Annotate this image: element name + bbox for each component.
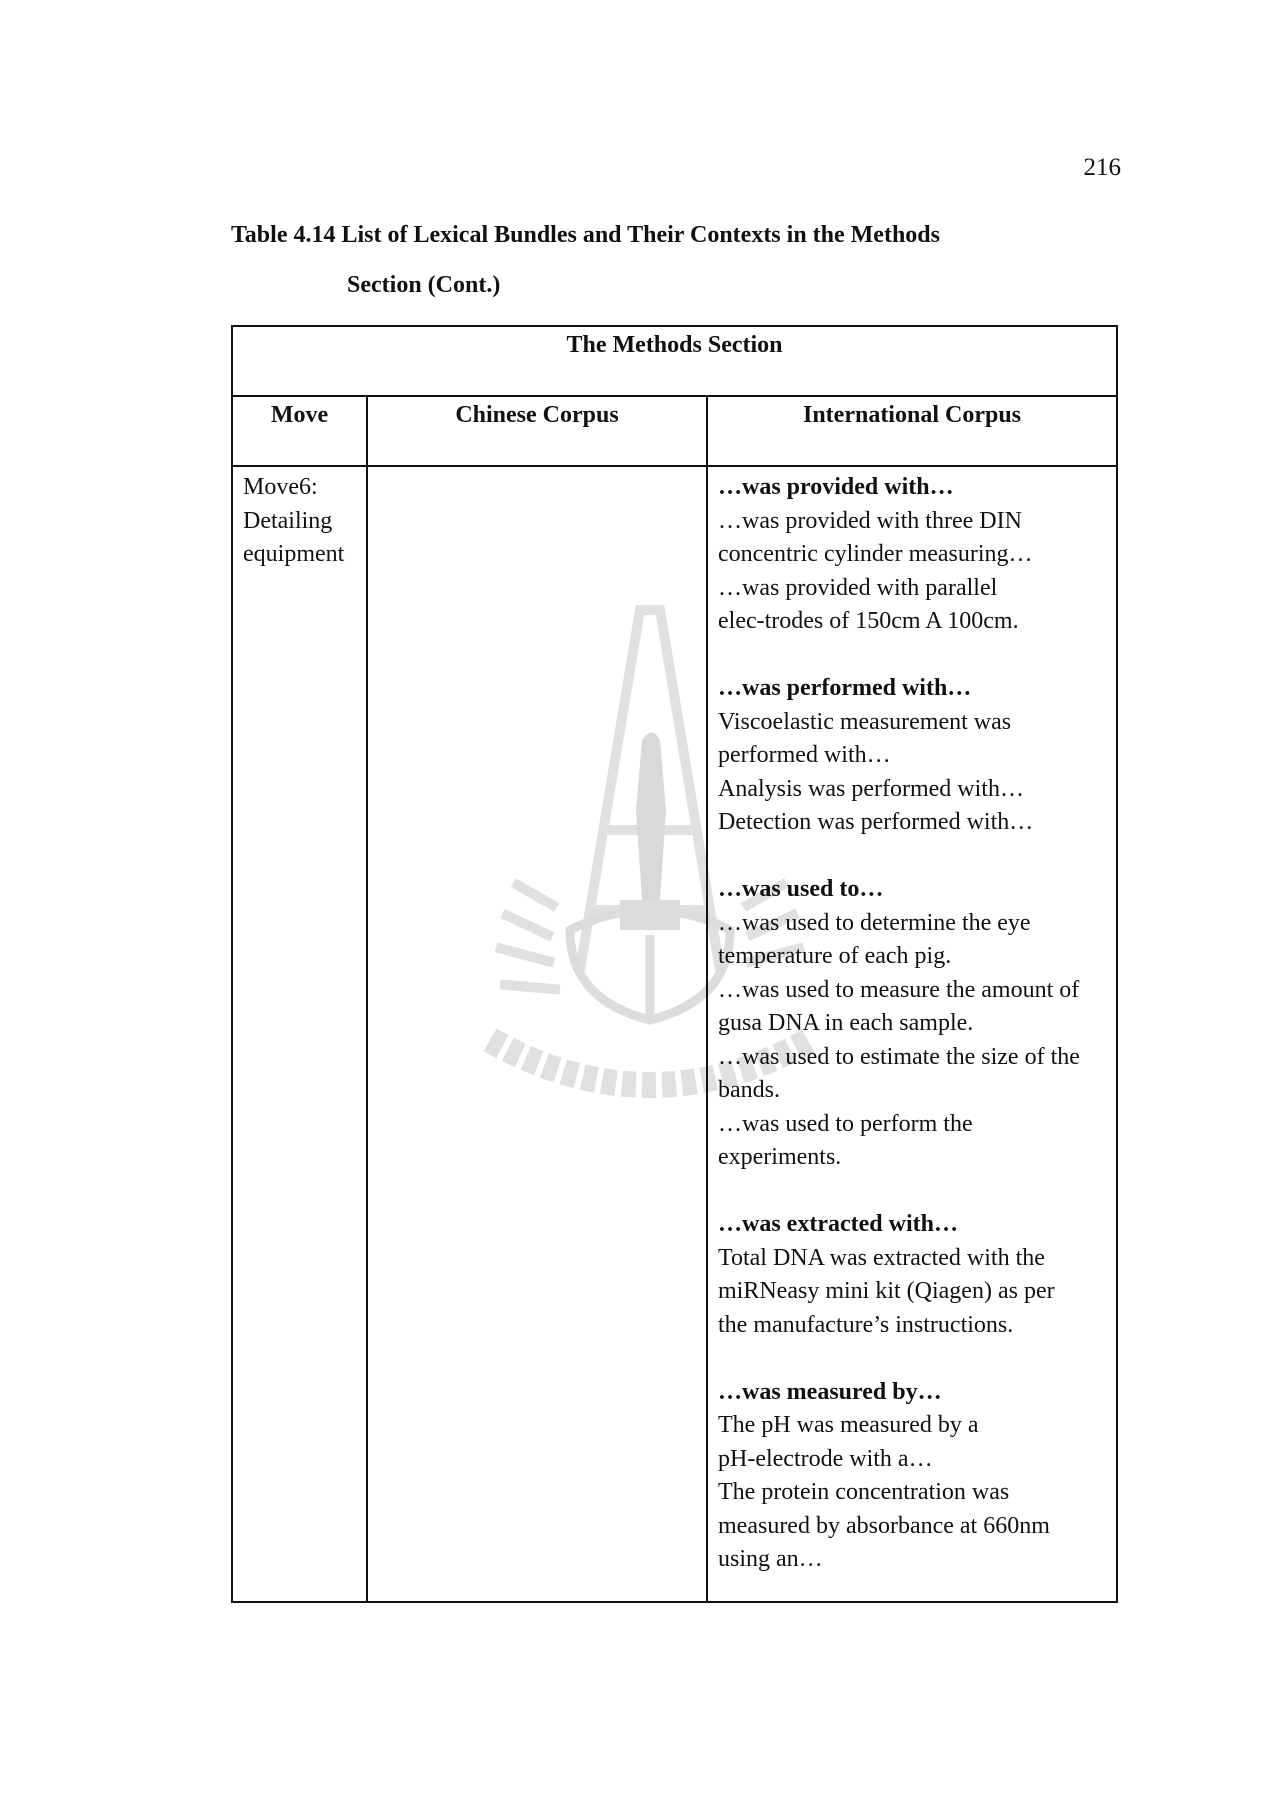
international-corpus-cell <box>707 466 1117 1602</box>
bundle-group <box>718 1208 1106 1342</box>
context-line: The protein concentration was <box>718 1479 1010 1505</box>
context-line: concentric cylinder measuring… <box>718 541 1033 567</box>
context-line: using an… <box>718 1546 823 1572</box>
context-line: temperature of each pig. <box>718 943 952 969</box>
column-header-chinese-corpus: Chinese Corpus <box>367 396 707 466</box>
section-header: The Methods Section <box>232 326 1117 396</box>
bundle-group <box>718 873 1106 1175</box>
column-header-move: Move <box>232 396 367 466</box>
context-line: Detection was performed with… <box>718 809 1034 835</box>
context-line: …was used to measure the amount of <box>718 976 1080 1003</box>
context-line: experiments. <box>718 1144 842 1170</box>
move-cell <box>232 466 367 1602</box>
bundle-heading: …was extracted with… <box>718 1211 958 1237</box>
bundle-group <box>718 672 1106 840</box>
context-line: gusa DNA in each sample. <box>718 1010 974 1036</box>
move-line: equipment <box>243 541 345 567</box>
context-line: …was used to determine the eye <box>718 909 1031 936</box>
table-caption: Table 4.14 List of Lexical Bundles and Their Contexts in the Methods <box>231 222 940 248</box>
context-line: the manufacture’s instructions. <box>718 1311 1014 1338</box>
context-line: bands. <box>718 1077 780 1103</box>
context-line: Total DNA was extracted with the <box>718 1244 1045 1271</box>
bundle-heading: …was used to… <box>718 876 884 902</box>
table-caption-continued: Section (Cont.) <box>347 272 501 298</box>
context-line: measured by absorbance at 660nm <box>718 1512 1050 1539</box>
bundle-heading: …was performed with… <box>718 675 972 701</box>
context-line: Analysis was performed with… <box>718 775 1024 802</box>
context-line: pH-electrode with a… <box>718 1445 933 1472</box>
context-line: …was provided with three DIN <box>718 507 1022 534</box>
bundle-heading: …was measured by… <box>718 1378 942 1405</box>
page-number: 216 <box>1083 154 1121 181</box>
context-line: …was used to perform the <box>718 1110 973 1137</box>
context-line: elec-trodes of 150cm A 100cm. <box>718 608 1019 634</box>
bundle-group <box>718 471 1106 639</box>
column-header-international-corpus: International Corpus <box>707 396 1117 466</box>
bundle-group <box>718 1376 1106 1577</box>
bundle-heading: …was provided with… <box>718 474 954 500</box>
lexical-bundles-table <box>231 325 1118 1603</box>
context-line: …was used to estimate the size of the <box>718 1043 1080 1070</box>
table-row <box>232 466 1117 1602</box>
context-line: performed with… <box>718 742 891 768</box>
context-line: Viscoelastic measurement was <box>718 708 1012 735</box>
context-line: The pH was measured by a <box>718 1412 979 1438</box>
move-line: Move6: <box>243 474 318 500</box>
context-line: …was provided with parallel <box>718 574 998 601</box>
move-line: Detailing <box>243 507 333 534</box>
chinese-corpus-cell <box>367 466 707 1602</box>
context-line: miRNeasy mini kit (Qiagen) as per <box>718 1278 1055 1304</box>
